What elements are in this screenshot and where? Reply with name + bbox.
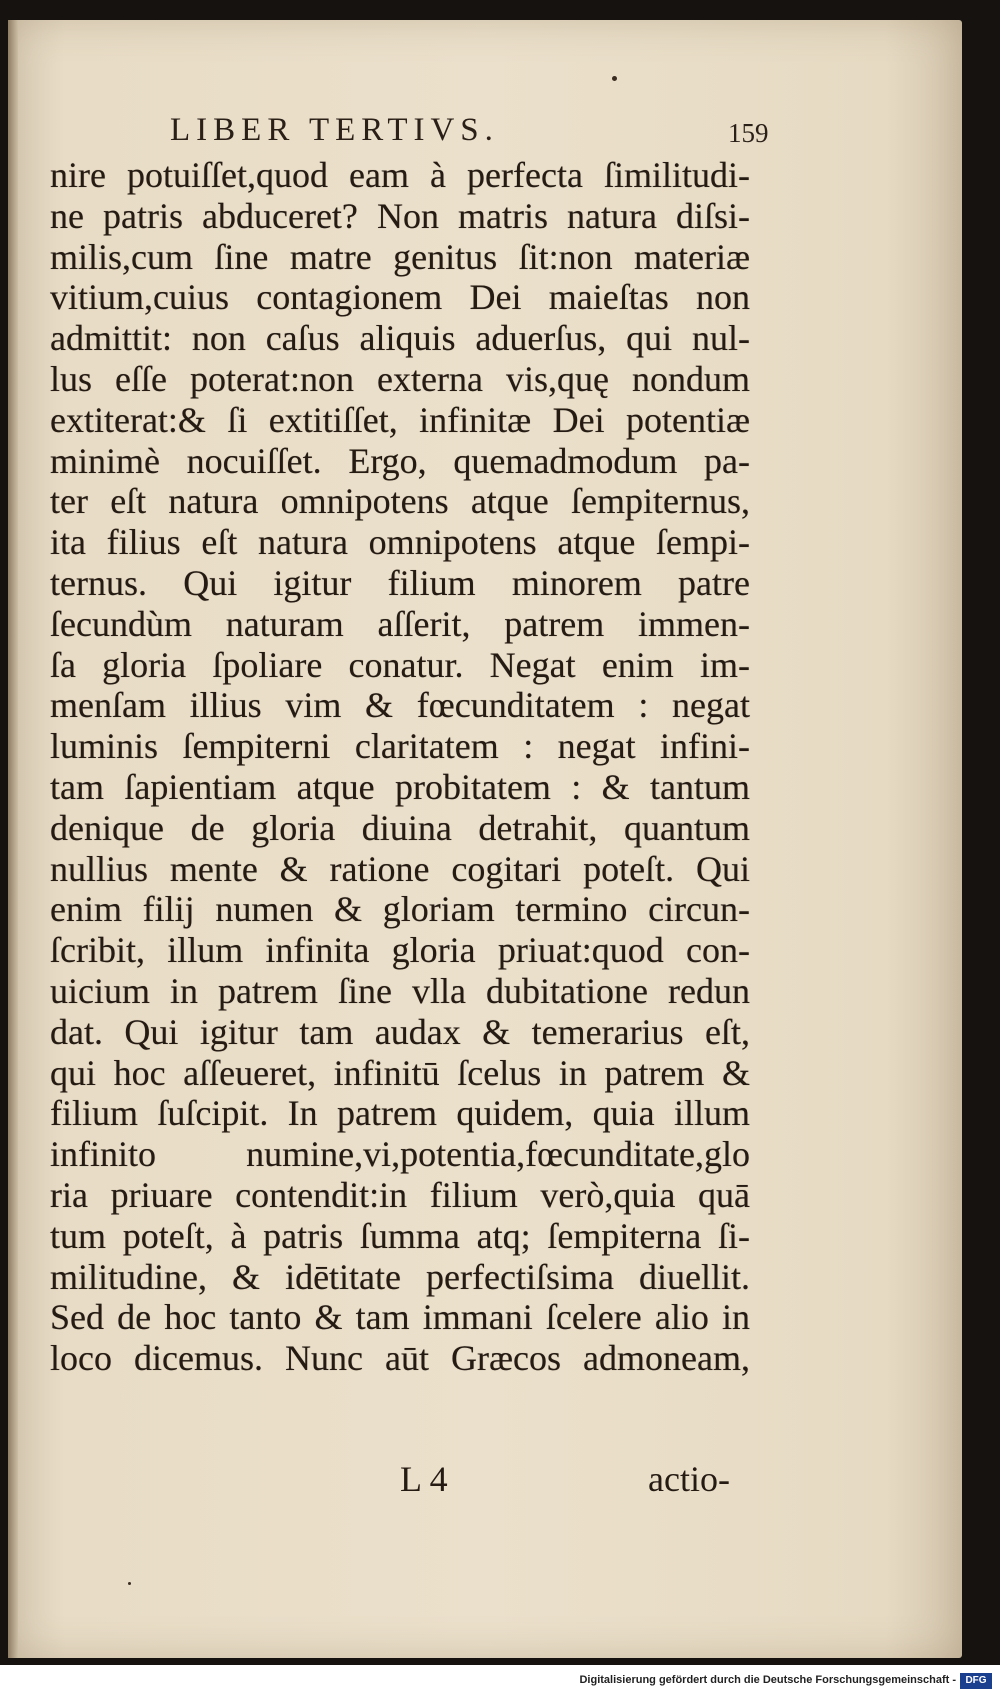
text-line: menſam illius vim & fœcunditatem : negat <box>50 685 750 726</box>
text-line: admittit: non caſus aliquis aduerſus, qui nul- <box>50 318 750 359</box>
text-line: nullius mente & ratione cogitari poteſt. Qui <box>50 848 750 889</box>
text-line: ſecundùm naturam aſſerit, patrem immen- <box>50 603 750 644</box>
page-number: 159 <box>728 118 769 148</box>
text-line: ter eſt natura omnipotens atque ſempiternus, <box>50 481 750 522</box>
text-line: ſa gloria ſpoliare conatur. Negat enim im- <box>50 644 750 685</box>
text-line: militudine, & idētitate perfectiſsima diuellit. <box>50 1256 750 1297</box>
page-edge <box>8 20 18 1658</box>
text-line: extiterat:& ſi extitiſſet, infinitæ Dei potentiæ <box>50 399 750 440</box>
text-line: ternus. Qui igitur filium minorem patre <box>50 562 750 603</box>
text-line: ita filius eſt natura omnipotens atque ſempi- <box>50 522 750 563</box>
credit-bar <box>0 1665 1000 1701</box>
text-line: enim filij numen & gloriam termino circun- <box>50 889 750 930</box>
ink-speck <box>612 76 617 81</box>
digitization-credit: Digitalisierung gefördert durch die Deutsche Forschungsgemeinschaft - <box>579 1674 956 1686</box>
text-line: ne patris abduceret? Non matris natura diſsi- <box>50 195 750 236</box>
text-line: denique de gloria diuina detrahit, quantum <box>50 807 750 848</box>
text-line: nire potuiſſet,quod eam à perfecta ſimilitudi- <box>50 155 750 195</box>
text-line: uicium in patrem ſine vlla dubitatione redun <box>50 970 750 1011</box>
text-line: loco dicemus. Nunc aūt Græcos admoneam, <box>50 1338 750 1379</box>
text-line: minimè nocuiſſet. Ergo, quemadmodum pa- <box>50 440 750 481</box>
text-line: lus eſſe poterat:non externa vis,quę nondum <box>50 358 750 399</box>
text-line: milis,cum ſine matre genitus ſit:non materiæ <box>50 236 750 277</box>
text-line: tam ſapientiam atque probitatem : & tantum <box>50 766 750 807</box>
ink-speck <box>128 1582 131 1585</box>
text-line: infinito numine,vi,potentia,fœcunditate,glo <box>50 1134 750 1175</box>
text-line: filium ſuſcipit. In patrem quidem, quia illum <box>50 1093 750 1134</box>
text-line: ria priuare contendit:in filium verò,quia quā <box>50 1174 750 1215</box>
running-head: LIBER TERTIVS. <box>170 112 499 148</box>
text-line: tum poteſt, à patris ſumma atq; ſempiterna ſi- <box>50 1215 750 1256</box>
text-line: Sed de hoc tanto & tam immani ſcelere alio in <box>50 1297 750 1338</box>
text-line: qui hoc aſſeueret, infinitū ſcelus in patrem & <box>50 1052 750 1093</box>
text-line: vitium,cuius contagionem Dei maieſtas non <box>50 277 750 318</box>
body-text <box>50 155 750 1379</box>
text-line: dat. Qui igitur tam audax & temerarius eſt, <box>50 1011 750 1052</box>
catchword: actio- <box>648 1459 730 1499</box>
signature-mark: L 4 <box>400 1459 448 1499</box>
text-line: luminis ſempiterni claritatem : negat infini- <box>50 726 750 767</box>
dfg-logo: DFG <box>960 1673 992 1689</box>
text-line: ſcribit, illum infinita gloria priuat:quod con- <box>50 930 750 971</box>
